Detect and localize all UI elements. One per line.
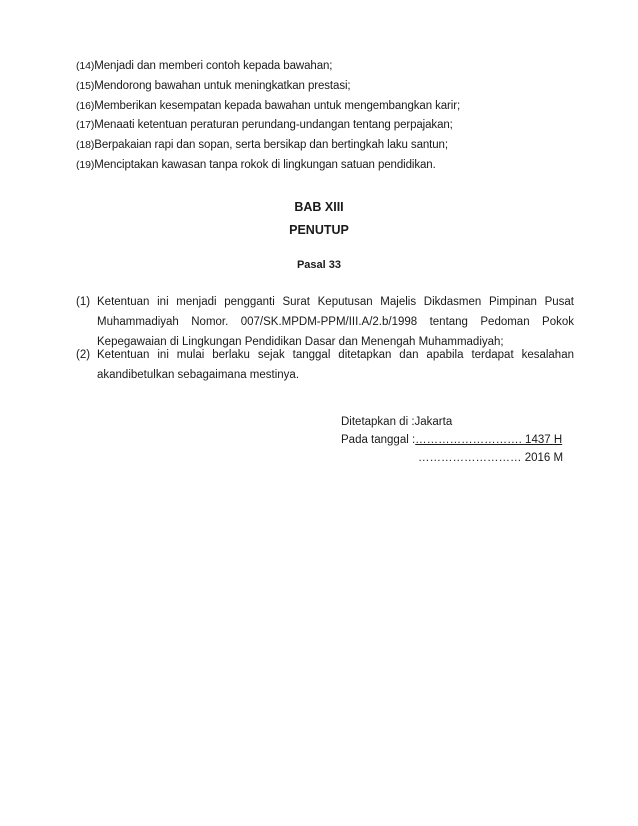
paragraph-text: Ketentuan ini mulai berlaku sejak tanggal ditetapkan dan apabila terdapat kesalahan akandibetulkan sebagaimana mestinya. <box>97 349 574 381</box>
date-hijri: ………………………. 1437 H <box>415 434 563 446</box>
chapter-title: BAB XIII <box>294 200 344 214</box>
paragraph <box>76 345 574 385</box>
list-item <box>76 116 576 136</box>
date-masehi-row <box>341 449 563 467</box>
list-item <box>76 77 576 97</box>
date-label: Pada tanggal : <box>341 434 416 446</box>
paragraph-number: (2) <box>76 349 91 361</box>
list-item-number: (14) <box>76 60 95 72</box>
list-item-text: Mendorong bawahan untuk meningkatkan prestasi; <box>94 79 351 92</box>
obligation-list <box>76 57 576 176</box>
list-item-number: (17) <box>76 119 95 132</box>
list-item-number: (18) <box>76 139 95 152</box>
list-item <box>76 136 576 156</box>
list-item-text: Memberikan kesempatan kepada bawahan untuk mengembangkan karir; <box>94 99 461 112</box>
list-item <box>76 57 576 77</box>
place-row <box>341 413 563 431</box>
list-item-number: (16) <box>76 99 95 112</box>
list-item-text: Menaati ketentuan peraturan perundang-undangan tentang perpajakan; <box>94 119 453 132</box>
paragraph-text: Ketentuan ini menjadi pengganti Surat Keputusan Majelis Dikdasmen Pimpinan Pusat Muhammadiyah Nomor. 007/SK.MPDM-PPM/III.A/2.b/1998 tentang Pedoman Pokok Kepegawaian di Lingkungan Pendidikan Dasar dan Menengah Muhammadiyah; <box>97 296 574 348</box>
paragraph <box>76 292 574 352</box>
date-row <box>341 431 563 449</box>
list-item-text: Berpakaian rapi dan sopan, serta bersikap dan bertingkah laku santun; <box>94 139 448 152</box>
article-heading: Pasal 33 <box>296 259 342 271</box>
list-item-text: Menjadi dan memberi contoh kepada bawahan; <box>94 60 333 72</box>
date-masehi: ……………………… 2016 M <box>418 452 564 464</box>
chapter-subtitle: PENUTUP <box>289 223 349 237</box>
list-item-text: Menciptakan kawasan tanpa rokok di lingkungan satuan pendidikan. <box>94 158 436 171</box>
signature-block <box>341 413 563 467</box>
paragraph-number: (1) <box>76 296 91 308</box>
list-item-number: (19) <box>76 158 95 171</box>
list-item <box>76 97 576 117</box>
list-item <box>76 156 576 176</box>
place-value: Jakarta <box>414 416 453 428</box>
place-label: Ditetapkan di : <box>341 416 415 428</box>
list-item-number: (15) <box>76 79 95 92</box>
